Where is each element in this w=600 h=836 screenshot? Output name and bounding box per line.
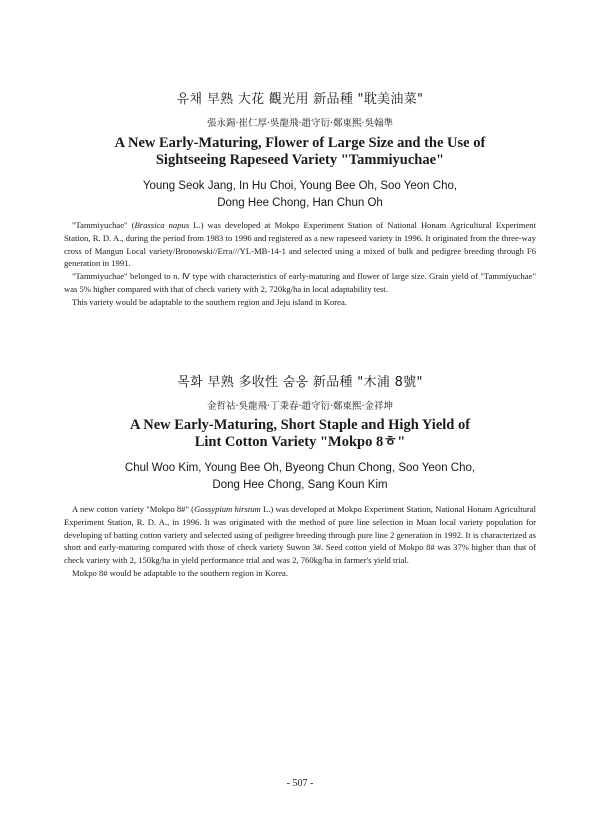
article1-p1-text-b: L.) was developed at Mokpo Experiment Station of National Honam Agricultural Experiment Station, R. D. A., during the period from 1983 to 1996 and registered as a new rapeseed variety in 1996. It originated from the three-way cross of Mangun Local variety/Bronowski//Erra///YL-MB-14-1 and selected using a mixed of bulk and pedigree breeding through F6 generation in 1991.	[64, 220, 536, 269]
article1-korean-authors: 張永錫·崔仁厚·吳龍飛·趙守衍·鄭東熙·吳翰準	[206, 118, 394, 129]
article1-paragraph-3: This variety would be adaptable to the southern region and Jeju island in Korea.	[72, 296, 347, 307]
article2-korean-title: 목화 早熟 多收性 숨옹 新品種 "木浦 8號"	[177, 375, 423, 390]
article2-p1-text-a: A new cotton variety "Mokpo 8#" (	[72, 504, 195, 514]
article2-authors-line1: Chul Woo Kim, Young Bee Oh, Byeong Chun Chong, Soo Yeon Cho,	[124, 462, 476, 474]
article2-species-name: Gossypium hirstum	[194, 504, 261, 514]
article1-english-title	[60, 135, 540, 169]
article1-paragraph-1	[64, 219, 536, 270]
article2-authors	[60, 460, 540, 494]
article2-paragraph-2: Mokpo 8# would be adaptable to the southern region in Korea.	[72, 567, 288, 578]
article1-authors-line2: Dong Hee Chong, Han Chun Oh	[217, 197, 383, 209]
page-number: - 507 -	[286, 778, 314, 789]
article1-species-name: Brassica napus	[134, 220, 190, 230]
article1-p1-text-a: "Tammiyuchae" (	[72, 220, 135, 230]
article2-english-title	[60, 417, 540, 451]
article2-title-line2: Lint Cotton Variety "Mokpo 8ㅎ"	[194, 434, 406, 450]
article2-paragraph-1	[64, 503, 536, 567]
article2-authors-line2: Dong Hee Chong, Sang Koun Kim	[212, 479, 388, 491]
article2-abstract	[64, 503, 536, 580]
article1-authors-line1: Young Seok Jang, In Hu Choi, Young Bee Oh, Soo Yeon Cho,	[142, 180, 458, 192]
article1-title-line1: A New Early-Maturing, Flower of Large Size and the Use of	[114, 135, 486, 151]
article1-authors	[60, 178, 540, 212]
article1-paragraph-2: "Tammiyuchae" belonged to n. Ⅳ type with characteristics of early-maturing and flower of large size. Grain yield of "Tammiyuchae" was 5% higher compared with that of check variety with 2, 720kg/ha in local adaptability test.	[64, 271, 536, 294]
article1-korean-title: 유채 早熟 大花 觀光用 新品種 "耽美油菜"	[176, 92, 424, 107]
article1-title-line2: Sightseeing Rapeseed Variety "Tammiyuchae"	[155, 152, 445, 168]
article1-abstract	[64, 219, 536, 309]
article2-korean-authors: 金哲祜·吳龍飛·丁秉春·趙守衍·鄭東熙·金祥坤	[206, 401, 394, 412]
article2-title-line1: A New Early-Maturing, Short Staple and High Yield of	[129, 417, 471, 433]
article2-p1-text-b: L.) was developed at Mokpo Experiment Station, National Honam Agricultural Experiment Station, R. D. A., in 1996. It was originated with the method of pure line selection in Muan local variety population for developing of batting cotton variety and selected using of pedigree breeding through pure line 2 generation in 1992. It is characterized as short and early-maturing compared with those of check variety Suwon 3#. Seed cotton yield of Mokpo 8# was 37% higher than that of check variety with 2, 150kg/ha in yield performance trial and was 2, 760kg/ha in farmer's yield trial.	[64, 504, 536, 566]
